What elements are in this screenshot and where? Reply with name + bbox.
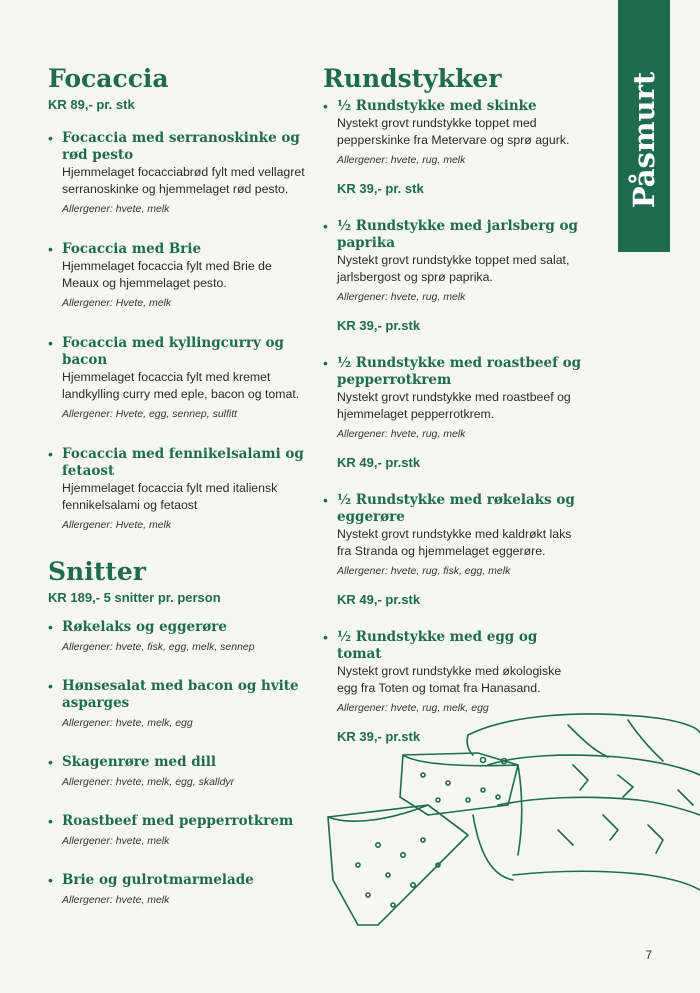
list-item <box>323 98 585 198</box>
list-item <box>48 241 310 311</box>
item-title: • ½ Rundstykke med roastbeef og pepperrotkrem <box>337 355 582 388</box>
item-price: KR 39,- pr. stk <box>337 181 424 196</box>
item-description: Nystekt grovt rundstykke toppet med pepperskinke fra Metervare og sprø agurk. <box>337 116 570 147</box>
snitter-list <box>48 619 310 908</box>
item-title: • Focaccia med Brie <box>62 241 202 257</box>
item-price: KR 49,- pr.stk <box>337 455 421 470</box>
item-title: • Hønsesalat med bacon og hvite asparges <box>62 678 299 711</box>
section-tab <box>618 0 670 252</box>
item-allergens: Allergener: Hvete, melk <box>62 519 172 531</box>
item-title: • ½ Rundstykke med skinke <box>337 98 537 114</box>
item-allergens: Allergener: hvete, melk, egg <box>62 717 193 729</box>
snitter-heading: Snitter <box>48 557 146 586</box>
list-item <box>48 754 310 790</box>
item-allergens: Allergener: hvete, rug, fisk, egg, melk <box>337 565 511 577</box>
list-item <box>48 678 310 731</box>
item-allergens: Allergener: Hvete, egg, sennep, sulfitt <box>62 408 238 420</box>
item-description: Nystekt grovt rundstykke med økologiske egg fra Toten og tomat fra Hanasand. <box>337 664 562 695</box>
item-title: • Brie og gulrotmarmelade <box>62 872 254 888</box>
item-description: Hjemmelaget focaccia fylt med Brie de Meaux og hjemmelaget pesto. <box>62 259 272 290</box>
list-item <box>323 218 585 335</box>
focaccia-heading: Focaccia <box>48 64 169 93</box>
item-description: Nystekt grovt rundstykke med roastbeef og hjemmelaget pepperrotkrem. <box>337 390 571 421</box>
cheese-illustration <box>318 705 700 930</box>
item-allergens: Allergener: hvete, rug, melk <box>337 291 466 303</box>
item-title: • ½ Rundstykke med egg og tomat <box>337 629 538 662</box>
item-title: • Focaccia med fennikelsalami og fetaost <box>62 446 304 479</box>
item-title: • Røkelaks og eggerøre <box>62 619 227 635</box>
item-title: • Roastbeef med pepperrotkrem <box>62 813 294 829</box>
list-item <box>48 335 310 422</box>
item-title: • Skagenrøre med dill <box>62 754 217 770</box>
rundstykker-list <box>323 98 585 746</box>
item-allergens: Allergener: hvete, fisk, egg, melk, sennep <box>62 641 255 653</box>
item-price: KR 39,- pr.stk <box>337 729 421 744</box>
list-item <box>48 446 310 533</box>
item-title: • Focaccia med kyllingcurry og bacon <box>62 335 284 368</box>
rundstykker-heading: Rundstykker <box>323 64 502 93</box>
focaccia-list <box>48 130 310 533</box>
item-description: Hjemmelaget focaccia fylt med italiensk fennikelsalami og fetaost <box>62 481 278 512</box>
item-description: Hjemmelaget focaccia fylt med kremet landkylling curry med eple, bacon og tomat. <box>62 370 300 401</box>
right-column <box>323 62 585 746</box>
item-allergens: Allergener: hvete, rug, melk, egg <box>337 702 489 714</box>
list-item <box>323 492 585 609</box>
item-allergens: Allergener: hvete, melk <box>62 835 170 847</box>
snitter-price: KR 189,- 5 snitter pr. person <box>48 590 221 605</box>
item-title: • ½ Rundstykke med røkelaks og eggerøre <box>337 492 575 525</box>
item-allergens: Allergener: Hvete, melk <box>62 297 172 309</box>
left-column <box>48 62 310 908</box>
item-description: Nystekt grovt rundstykke med kaldrøkt laks fra Stranda og hjemmelaget eggerøre. <box>337 527 572 558</box>
item-price: KR 49,- pr.stk <box>337 592 421 607</box>
list-item <box>48 872 310 908</box>
item-allergens: Allergener: hvete, rug, melk <box>337 428 466 440</box>
item-title: • Focaccia med serranoskinke og rød pesto <box>62 130 300 163</box>
list-item <box>48 813 310 849</box>
page-number: 7 <box>645 948 652 962</box>
item-description: Hjemmelaget focacciabrød fylt med vellagret serranoskinke og hjemmelaget rød pesto. <box>62 165 305 196</box>
list-item <box>48 619 310 655</box>
list-item <box>48 130 310 217</box>
item-description: Nystekt grovt rundstykke toppet med salat, jarlsbergost og sprø paprika. <box>337 253 570 284</box>
item-allergens: Allergener: hvete, rug, melk <box>337 154 466 166</box>
section-tab-label: Påsmurt <box>627 71 661 209</box>
item-price: KR 39,- pr.stk <box>337 318 421 333</box>
focaccia-price: KR 89,- pr. stk <box>48 97 135 112</box>
item-allergens: Allergener: hvete, melk <box>62 203 170 215</box>
item-allergens: Allergener: hvete, melk <box>62 894 170 906</box>
list-item <box>323 355 585 472</box>
item-allergens: Allergener: hvete, melk, egg, skalldyr <box>62 776 235 788</box>
item-title: • ½ Rundstykke med jarlsberg og paprika <box>337 218 578 251</box>
